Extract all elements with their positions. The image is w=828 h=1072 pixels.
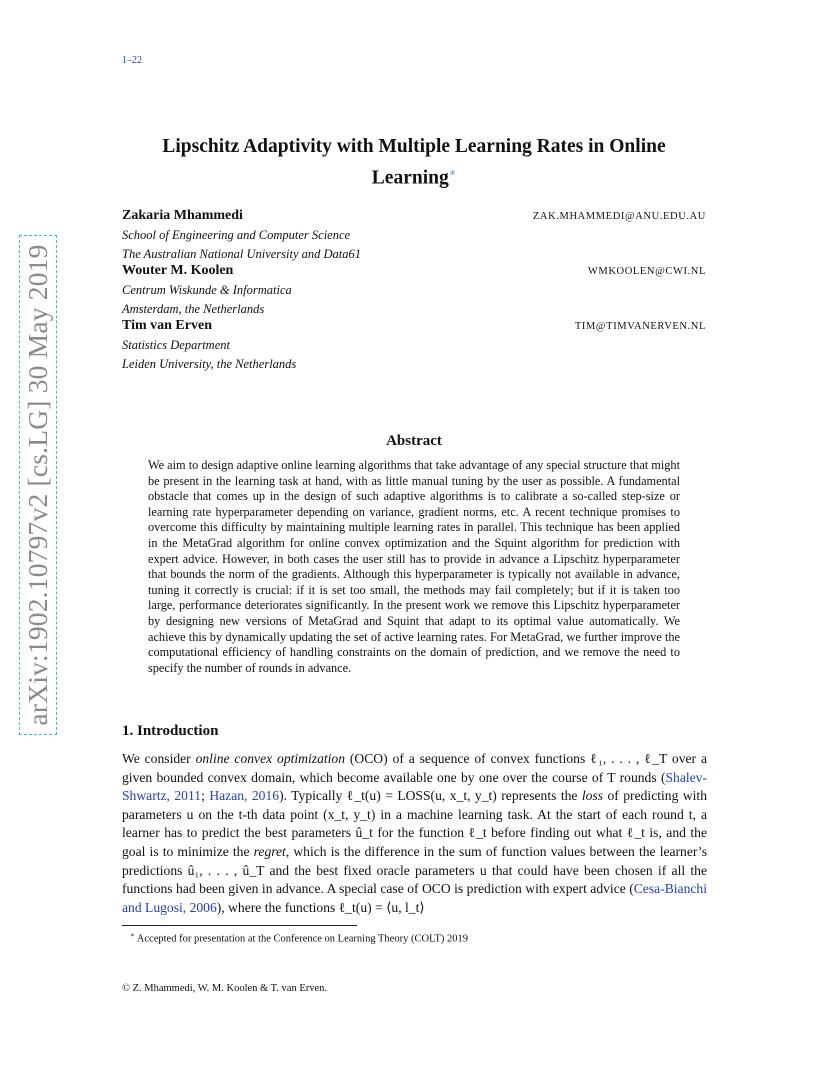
- author-affiliation: School of Engineering and Computer Science: [122, 228, 351, 242]
- author-name: Tim van Erven: [122, 318, 212, 333]
- footnote: [130, 931, 468, 945]
- intro-text: ). Typically ℓ_t(u) = LOSS(u, x_t, y_t) represents the: [279, 788, 582, 804]
- intro-text: of predicting with parameters u on the t-th data point (x_t, y_t) in a machine learning task. At the start of each round t, a learner has to predict the best parameters û_t for the function ℓ_t before finding out what ℓ_t is, and the goal is to minimize the: [122, 788, 707, 859]
- intro-text: ), where the functions ℓ_t(u) = ⟨u, l_t⟩: [216, 899, 425, 915]
- author-block-2: [122, 263, 706, 318]
- author-name: Zakaria Mhammedi: [122, 208, 243, 223]
- intro-text: We consider: [122, 751, 196, 766]
- intro-emphasis: online convex optimization: [195, 751, 346, 766]
- author-email: WMKOOLEN@CWI.NL: [587, 266, 706, 277]
- title-footnote-mark[interactable]: ∗: [448, 167, 457, 179]
- footnote-divider: [122, 925, 357, 926]
- intro-emphasis: loss: [581, 788, 604, 804]
- page-range[interactable]: 1–22: [122, 55, 142, 66]
- arxiv-stamp[interactable]: [11, 235, 65, 735]
- footnote-text: Accepted for presentation at the Conference on Learning Theory (COLT) 2019: [134, 933, 469, 945]
- author-name: Wouter M. Koolen: [122, 263, 234, 278]
- intro-paragraph: [122, 750, 707, 917]
- author-affiliation: Amsterdam, the Netherlands: [122, 301, 265, 316]
- author-email: ZAK.MHAMMEDI@ANU.EDU.AU: [532, 211, 706, 222]
- author-affiliation: Leiden University, the Netherlands: [122, 356, 297, 371]
- intro-text: , which is the difference in the sum of function values between the learner’s predictions û₁, . . . , û_T and the best fixed oracle parameters u that could have been chosen if all the functions had been given in advance. A special case of OCO is prediction with expert advice (: [122, 843, 707, 897]
- abstract-text: We aim to design adaptive online learning algorithms that take advantage of any special structure that might be present in the learning task at hand, with as little manual tuning by the user as possible. A fundamental obstacle that comes up in the design of such adaptive algorithms is to calibrate a so-called step-size or learning rate hyperparameter depending on variance, gradient norms, etc. A recent technique promises to overcome this difficulty by maintaining multiple learning rates in parallel. This technique has been applied in the MetaGrad algorithm for online convex optimization and the Squint algorithm for prediction with expert advice. However, in both cases the user still has to provide in advance a Lipschitz hyperparameter that bounds the norm of the gradients. Although this hyperparameter is typically not available in advance, tuning it correctly is crucial: if it is set too small, the methods may fail completely; but if it is taken too large, performance deteriorates significantly. In the present work we remove this Lipschitz hyperparameter by designing new versions of MetaGrad and Squint that adapt to its optimal value automatically. We achieve this by dynamically updating the set of active learning rates. For MetaGrad, we further improve the computational efficiency of handling constraints on the domain of prediction, and we remove the need to specify the number of rounds in advance.: [148, 458, 680, 675]
- arxiv-identifier: arXiv:1902.10797v2 [cs.LG] 30 May 2019: [19, 235, 57, 734]
- author-affiliation: Centrum Wiskunde & Informatica: [122, 283, 292, 297]
- abstract-heading: Abstract: [386, 433, 442, 449]
- section-heading: 1. Introduction: [122, 723, 219, 739]
- citation-link[interactable]: Cesa-Bianchi and Lugosi, 2006: [122, 881, 707, 915]
- author-email: TIM@TIMVANERVEN.NL: [574, 321, 706, 332]
- citation-link[interactable]: Hazan, 2016: [209, 788, 280, 804]
- author-affiliation: Statistics Department: [122, 338, 230, 352]
- footnote-mark: ∗: [130, 931, 135, 939]
- paper-title: [122, 134, 706, 192]
- title-line-1: Lipschitz Adaptivity with Multiple Learning Rates in Online: [162, 136, 666, 157]
- copyright-notice: © Z. Mhammedi, W. M. Koolen & T. van Erven.: [122, 983, 328, 994]
- citation-link[interactable]: Shalev-Shwartz, 2011: [122, 769, 707, 804]
- intro-text: ;: [201, 788, 210, 804]
- author-block-3: [122, 318, 706, 373]
- title-line-2: Learning: [371, 167, 449, 189]
- author-block-1: [122, 208, 706, 263]
- author-affiliation: The Australian National University and Data61: [122, 246, 362, 261]
- intro-text: (OCO) of a sequence of convex functions ℓ₁, . . . , ℓ_T over a given bounded convex domain, which become available one by one over the course of T rounds (: [122, 751, 707, 785]
- intro-emphasis: regret: [253, 843, 286, 859]
